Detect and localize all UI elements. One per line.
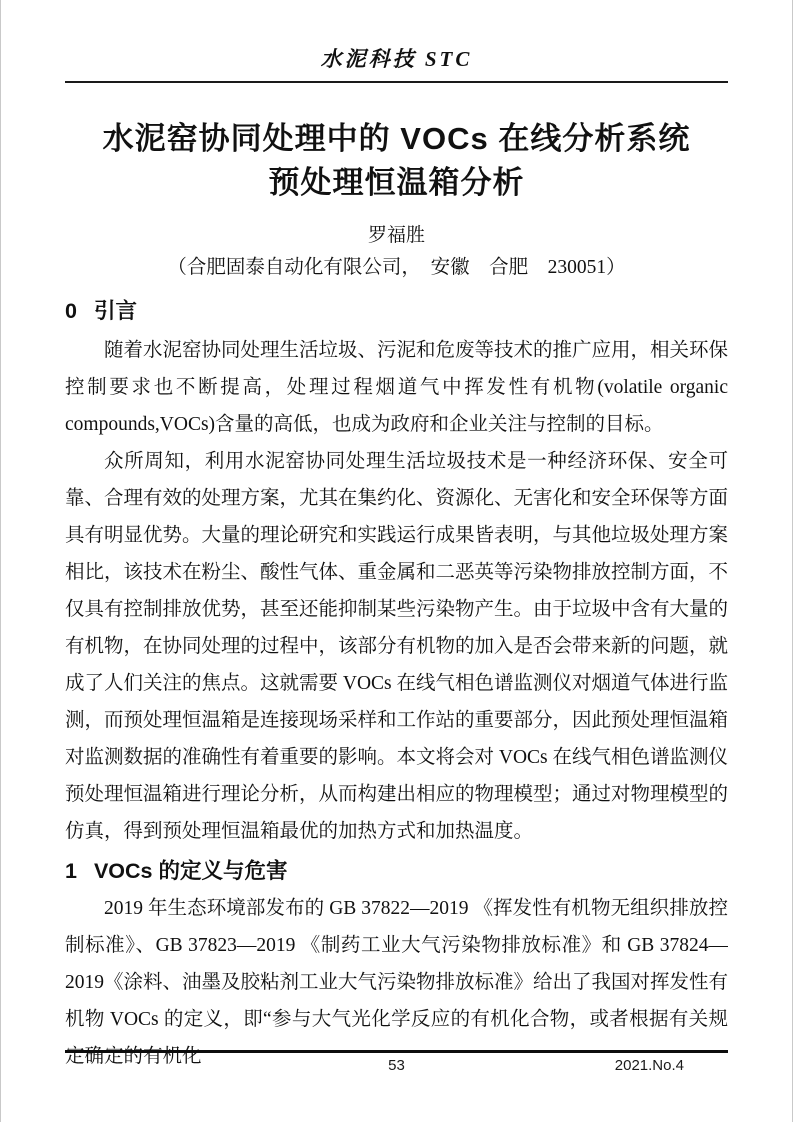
paragraph: 随着水泥窑协同处理生活垃圾、污泥和危废等技术的推广应用，相关环保控制要求也不断提高，处理过程烟道气中挥发性有机物(volatile organic compounds,VOCs)含量的高低，也成为政府和企业关注与控制的目标。 [65, 340, 728, 435]
section-heading-0 [65, 296, 728, 326]
section-number: 1 [65, 859, 77, 883]
journal-name: 水泥科技 STC [320, 47, 473, 71]
paper-body [65, 282, 728, 1075]
paper-title [41, 117, 752, 205]
author-name: 罗福胜 [367, 225, 425, 246]
paper-title-line-2: 预处理恒温箱分析 [268, 165, 525, 200]
section-heading-1 [65, 856, 728, 886]
paragraph: 众所周知，利用水泥窑协同处理生活垃圾技术是一种经济环保、安全可靠、合理有效的处理方案，尤其在集约化、资源化、无害化和安全环保等方面具有明显优势。大量的理论研究和实践运行成果皆表明，与其他垃圾处理方案相比，该技术在粉尘、酸性气体、重金属和二恶英等污染物排放控制方面，不仅具有控制排放优势，甚至还能抑制某些污染物产生。由于垃圾中含有大量的有机物，在协同处理的过程中，该部分有机物的加入是否会带来新的问题，就成了人们关注的焦点。这就需要 VOCs 在线气相色谱监测仪对烟道气体进行监测，而预处理恒温箱是连接现场采样和工作站的重要部分，因此预处理恒温箱对监测数据的准确性有着重要的影响。本文将会对 VOCs 在线气相色谱监测仪预处理恒温箱进行理论分析，从而构建出相应的物理模型；通过对物理模型的仿真，得到预处理恒温箱最优的加热方式和加热温度。 [65, 451, 728, 842]
running-head [65, 0, 728, 83]
section-heading-text: 引言 [93, 299, 137, 323]
paragraph: 2019 年生态环境部发布的 GB 37822—2019 《挥发性有机物无组织排放控制标准》、GB 37823—2019 《制药工业大气污染物排放标准》和 GB 37824—2019《涂料、油墨及胶粘剂工业大气污染物排放标准》给出了我国对挥发性有机物 VOCs 的定义，即“参与大气光化学反应的有机化合物，或者根据有关规定确定的有机化 [65, 898, 728, 1067]
section-heading-text: VOCs 的定义与危害 [93, 859, 288, 883]
issue-label: 2021.No.4 [614, 1057, 684, 1074]
section-number: 0 [65, 299, 77, 323]
author-affiliation: （合肥固泰自动化有限公司， 安徽 合肥 230051） [167, 257, 626, 278]
page-number: 53 [388, 1057, 405, 1074]
paper-title-line-1: 水泥窑协同处理中的 VOCs 在线分析系统 [102, 121, 691, 156]
page-footer [65, 1050, 728, 1083]
